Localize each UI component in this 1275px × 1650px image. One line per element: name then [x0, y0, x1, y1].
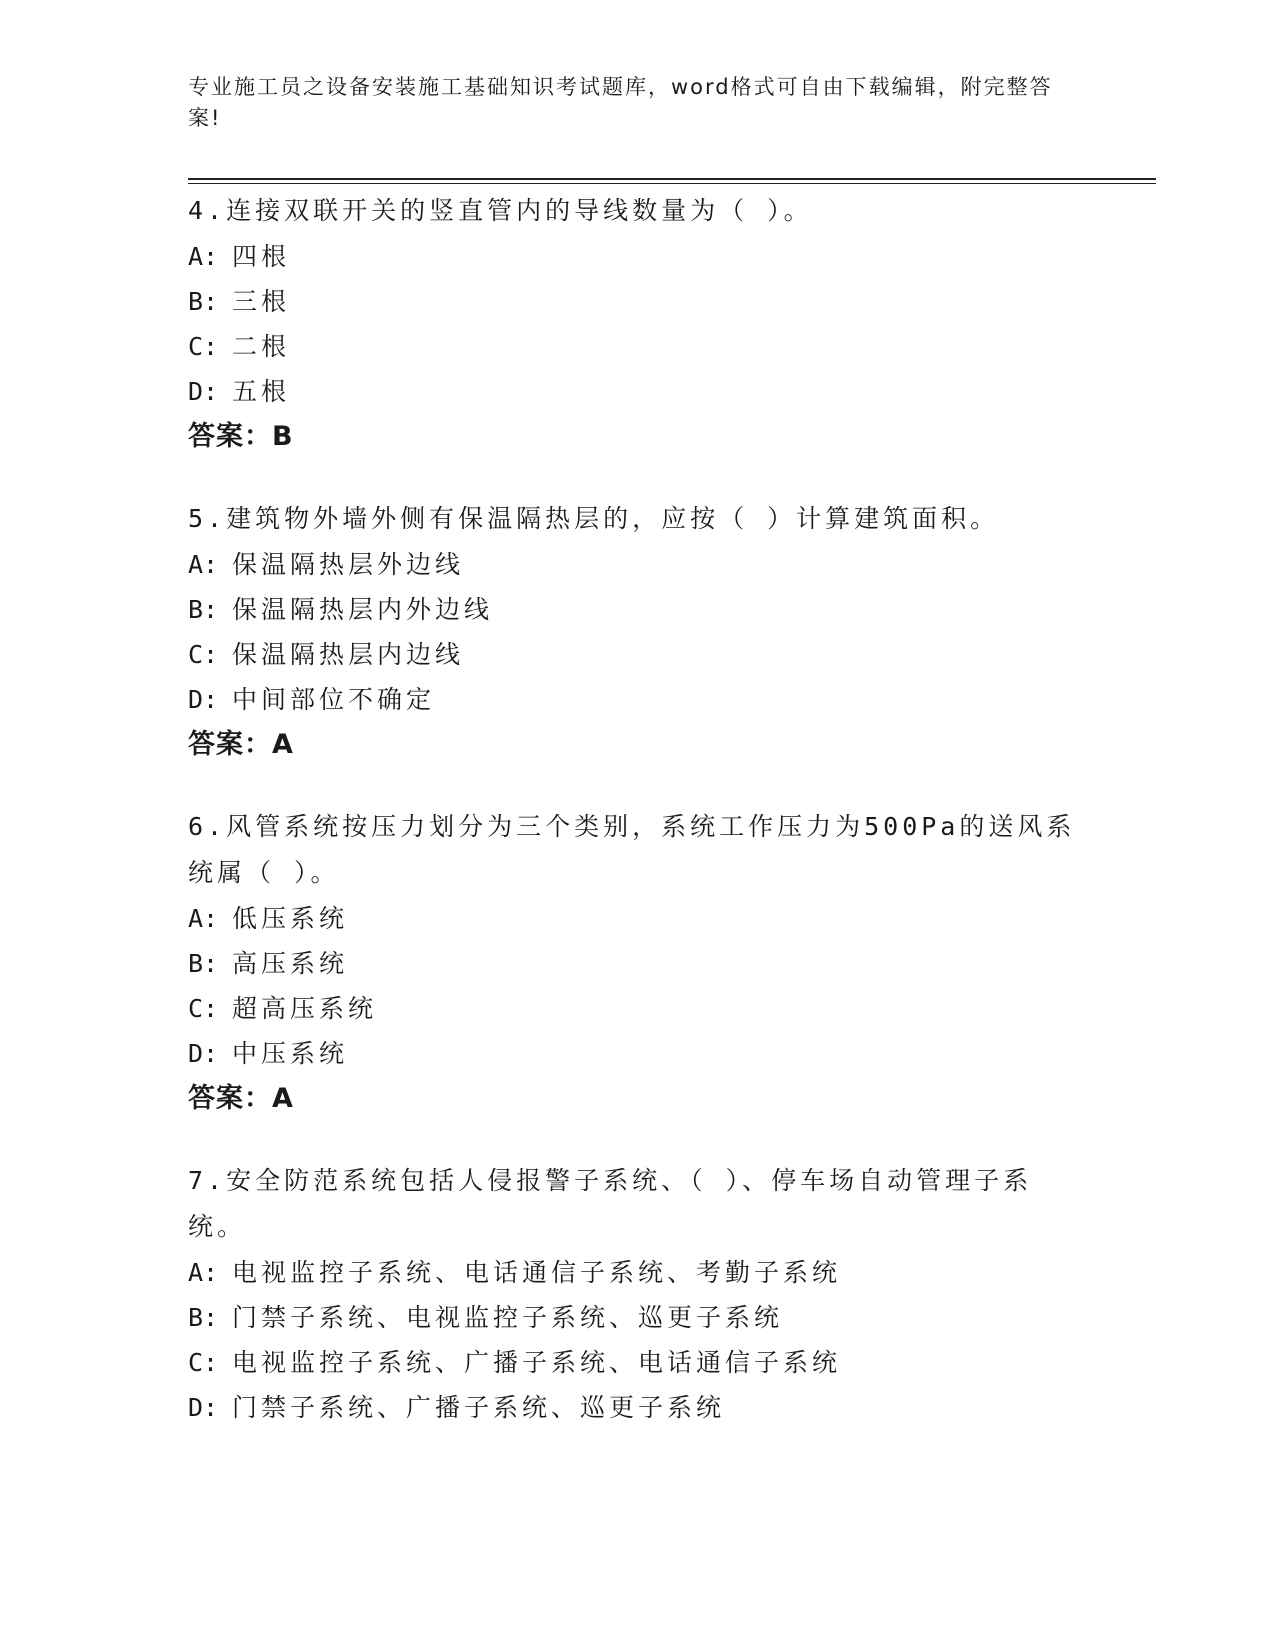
- option-letter: A:: [188, 1258, 219, 1287]
- header-divider-thick: [188, 178, 1156, 180]
- option-c: [188, 324, 1088, 369]
- option-b: [188, 1295, 1088, 1340]
- answer-line: 答案：A: [188, 729, 294, 760]
- option-text: 中间部位不确定: [232, 685, 436, 714]
- option-a: [188, 234, 1088, 279]
- option-a: [188, 896, 1088, 941]
- option-text: 保温隔热层内外边线: [232, 595, 494, 624]
- option-text: 门禁子系统、电视监控子系统、巡更子系统: [232, 1303, 784, 1332]
- option-letter: B:: [188, 287, 219, 316]
- option-letter: C:: [188, 332, 219, 361]
- option-c: [188, 1340, 1088, 1385]
- option-letter: A:: [188, 550, 219, 579]
- option-letter: A:: [188, 242, 219, 271]
- option-text: 电视监控子系统、电话通信子系统、考勤子系统: [232, 1258, 842, 1287]
- option-letter: B:: [188, 949, 219, 978]
- option-b: [188, 941, 1088, 986]
- option-c: [188, 632, 1088, 677]
- option-text: 超高压系统: [232, 994, 378, 1023]
- question-list: [188, 188, 1088, 1466]
- option-b: [188, 279, 1088, 324]
- option-letter: C:: [188, 640, 219, 669]
- option-a: [188, 542, 1088, 587]
- option-letter: D:: [188, 1393, 219, 1422]
- option-d: [188, 369, 1088, 414]
- option-letter: B:: [188, 1303, 219, 1332]
- option-letter: C:: [188, 994, 219, 1023]
- option-c: [188, 986, 1088, 1031]
- question-text: 7.安全防范系统包括人侵报警子系统、（ ）、停车场自动管理子系统。: [188, 1166, 1033, 1241]
- option-d: [188, 677, 1088, 722]
- option-text: 二根: [232, 332, 291, 361]
- option-letter: A:: [188, 904, 219, 933]
- option-d: [188, 1031, 1088, 1076]
- option-text: 保温隔热层外边线: [232, 550, 465, 579]
- option-text: 四根: [232, 242, 291, 271]
- option-a: [188, 1250, 1088, 1295]
- option-letter: D:: [188, 685, 219, 714]
- option-text: 电视监控子系统、广播子系统、电话通信子系统: [232, 1348, 842, 1377]
- question-4: [188, 188, 1088, 460]
- option-text: 门禁子系统、广播子系统、巡更子系统: [232, 1393, 726, 1422]
- option-b: [188, 587, 1088, 632]
- option-text: 低压系统: [232, 904, 349, 933]
- question-5: [188, 496, 1088, 768]
- question-text: 4.连接双联开关的竖直管内的导线数量为（ ）。: [188, 196, 813, 225]
- answer-line: 答案：B: [188, 421, 294, 452]
- question-text: 6.风管系统按压力划分为三个类别，系统工作压力为500Pa的送风系统属（ ）。: [188, 812, 1076, 887]
- question-7: [188, 1158, 1088, 1430]
- option-letter: D:: [188, 1039, 219, 1068]
- option-letter: B:: [188, 595, 219, 624]
- option-text: 三根: [232, 287, 291, 316]
- question-6: [188, 804, 1088, 1122]
- question-text: 5.建筑物外墙外侧有保温隔热层的，应按（ ）计算建筑面积。: [188, 504, 1000, 533]
- option-letter: D:: [188, 377, 219, 406]
- answer-line: 答案：A: [188, 1083, 294, 1114]
- option-text: 五根: [232, 377, 291, 406]
- header-divider-thin: [188, 183, 1156, 184]
- option-text: 高压系统: [232, 949, 349, 978]
- option-text: 保温隔热层内边线: [232, 640, 465, 669]
- document-header: 专业施工员之设备安装施工基础知识考试题库，word格式可自由下载编辑，附完整答案!: [188, 75, 1053, 130]
- option-letter: C:: [188, 1348, 219, 1377]
- option-d: [188, 1385, 1088, 1430]
- option-text: 中压系统: [232, 1039, 349, 1068]
